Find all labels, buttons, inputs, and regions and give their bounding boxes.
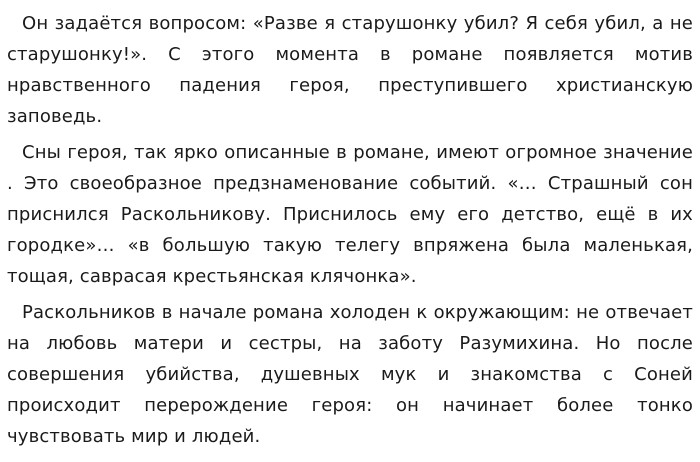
paragraph-3: Раскольников в начале романа холоден к окружающим: не отвечает на любовь матери и сестры, на заботу Разумихина. Но после совершения убийства, душевных мук и знакомства с Соней происходит перерождение героя: он начинает более тонко чувствовать мир и людей. [7, 302, 693, 447]
document-body [7, 8, 693, 452]
paragraph-1: Он задаётся вопросом: «Разве я старушонку убил? Я себя убил, а не старушонку!». С этого момента в романе появляется мотив нравственного падения героя, преступившего христианскую заповедь. [7, 13, 693, 127]
paragraph-2: Сны героя, так ярко описанные в романе, имеют огромное значение . Это своеобразное предзнаменование событий. «… Страшный сон приснился Раскольникову. Приснилось ему его детство, ещё в их городке»… «в большую такую телегу впряжена была маленькая, тощая, саврасая крестьянская клячонка». [7, 142, 693, 287]
